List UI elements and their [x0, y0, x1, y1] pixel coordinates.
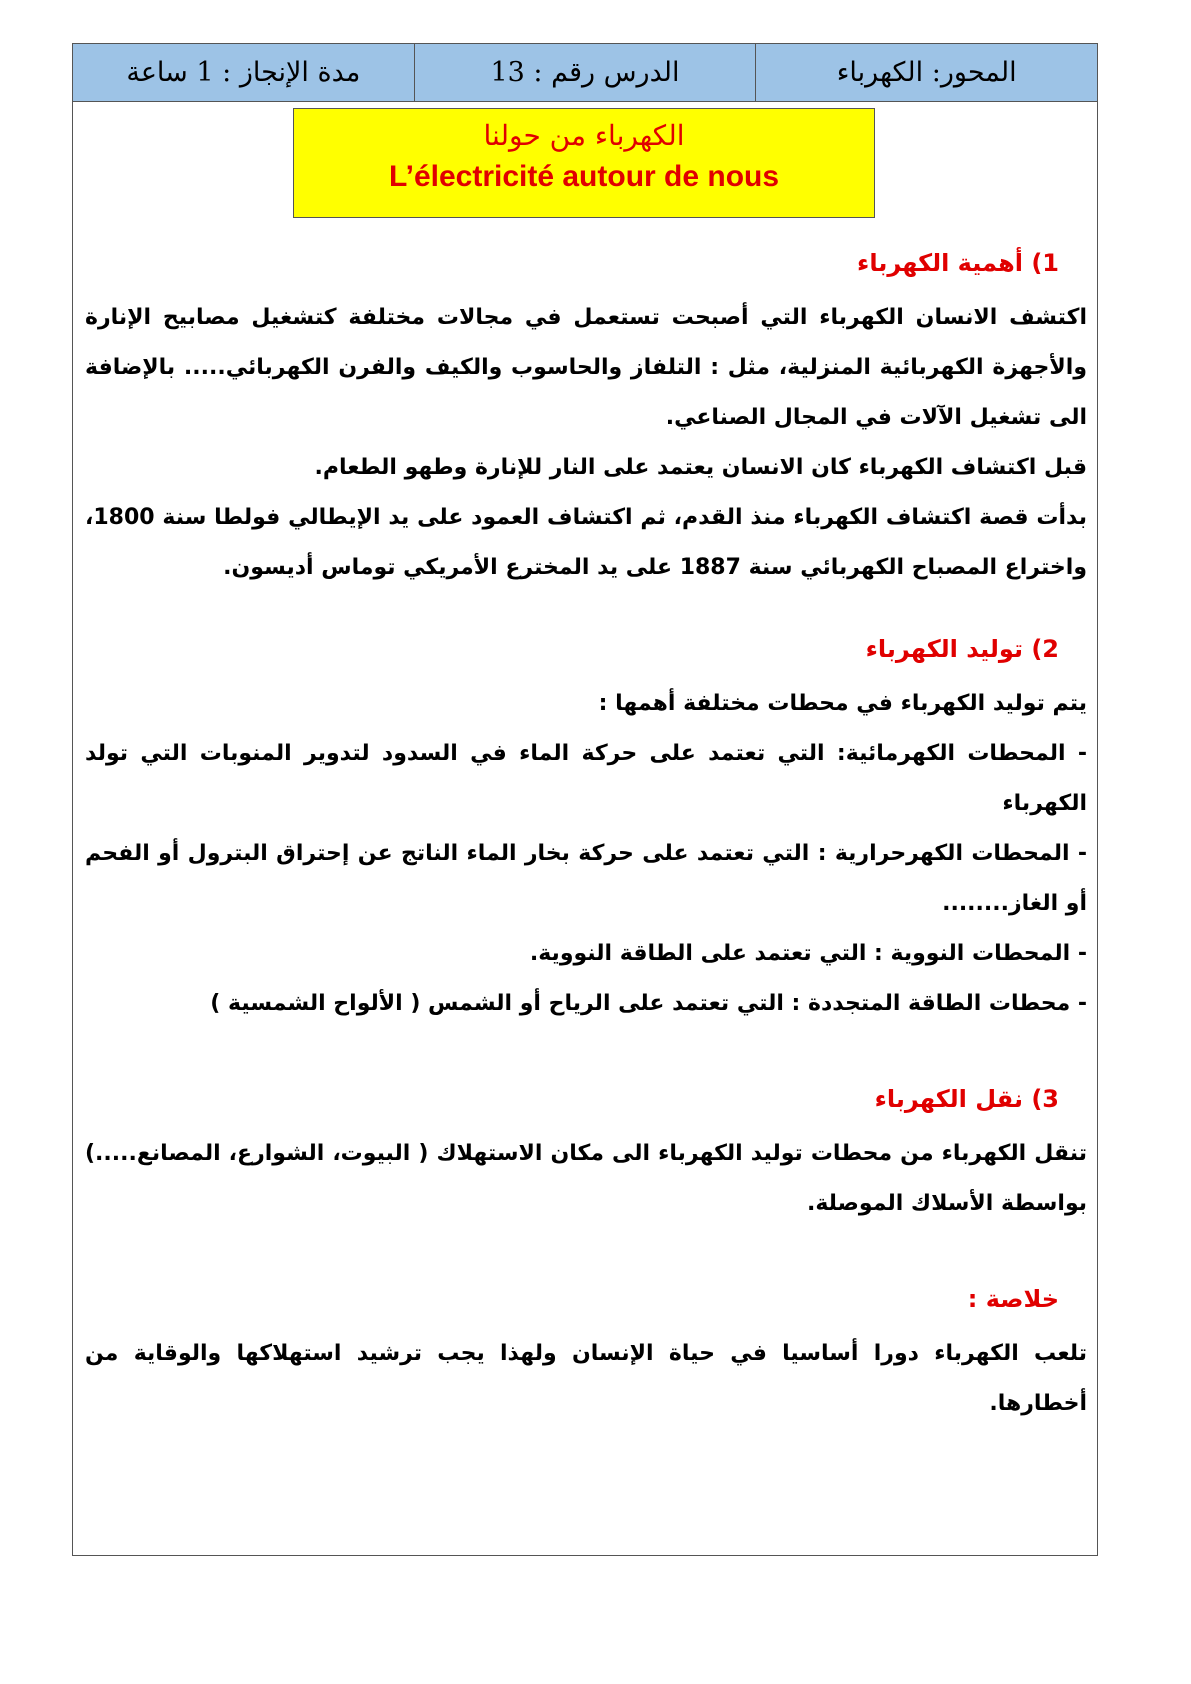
- paragraph: بدأت قصة اكتشاف الكهرباء منذ القدم، ثم اكتشاف العمود على يد الإيطالي فولطا سنة 1800، واختراع المصباح الكهربائي سنة 1887 على يد المخترع الأمريكي توماس أديسون.: [85, 505, 1087, 580]
- title-box: [293, 108, 875, 218]
- title-french: L’électricité autour de nous: [388, 160, 780, 193]
- list-item: - المحطات النووية : التي تعتمد على الطاقة النووية.: [529, 941, 1087, 966]
- title-arabic: الكهرباء من حولنا: [483, 119, 685, 152]
- section-heading-importance: 1) أهمية الكهرباء: [857, 249, 1059, 277]
- section-heading-generation: 2) توليد الكهرباء: [865, 635, 1059, 663]
- lesson-content: [85, 249, 1087, 1429]
- lesson-number-cell: الدرس رقم : 13: [414, 44, 756, 101]
- paragraph: تلعب الكهرباء دورا أساسيا في حياة الإنسان ولهذا يجب ترشيد استهلاكها والوقاية من أخطارها.: [85, 1341, 1087, 1416]
- section-heading-summary: خلاصة :: [967, 1285, 1059, 1313]
- list-item: - المحطات الكهرمائية: التي تعتمد على حركة الماء في السدود لتدوير المنوبات التي تولد الكهرباء: [85, 741, 1087, 816]
- paragraph: اكتشف الانسان الكهرباء التي أصبحت تستعمل في مجالات مختلفة كتشغيل مصابيح الإنارة والأجهزة الكهربائية المنزلية، مثل : التلفاز والحاسوب والكيف والفرن الكهربائي..... بالإضافة الى تشغيل الآلات في المجال الصناعي.: [85, 305, 1087, 430]
- paragraph: قبل اكتشاف الكهرباء كان الانسان يعتمد على النار للإنارة وطهو الطعام.: [314, 455, 1087, 480]
- axis-cell: المحور: الكهرباء: [755, 44, 1097, 101]
- section-heading-transport: 3) نقل الكهرباء: [874, 1085, 1059, 1113]
- duration-cell: مدة الإنجاز : 1 ساعة: [126, 57, 361, 88]
- paragraph: يتم توليد الكهرباء في محطات مختلفة أهمها :: [598, 691, 1087, 716]
- list-item: - المحطات الكهرحرارية : التي تعتمد على حركة بخار الماء الناتج عن إحتراق البترول أو الفحم أو الغاز........: [85, 841, 1087, 916]
- list-item: - محطات الطاقة المتجددة : التي تعتمد على الرياح أو الشمس ( الألواح الشمسية ): [210, 991, 1087, 1016]
- header-table: [73, 44, 1097, 102]
- lesson-sheet: [72, 43, 1098, 1556]
- paragraph: تنقل الكهرباء من محطات توليد الكهرباء الى مكان الاستهلاك ( البيوت، الشوارع، المصانع.....) بواسطة الأسلاك الموصلة.: [85, 1141, 1087, 1216]
